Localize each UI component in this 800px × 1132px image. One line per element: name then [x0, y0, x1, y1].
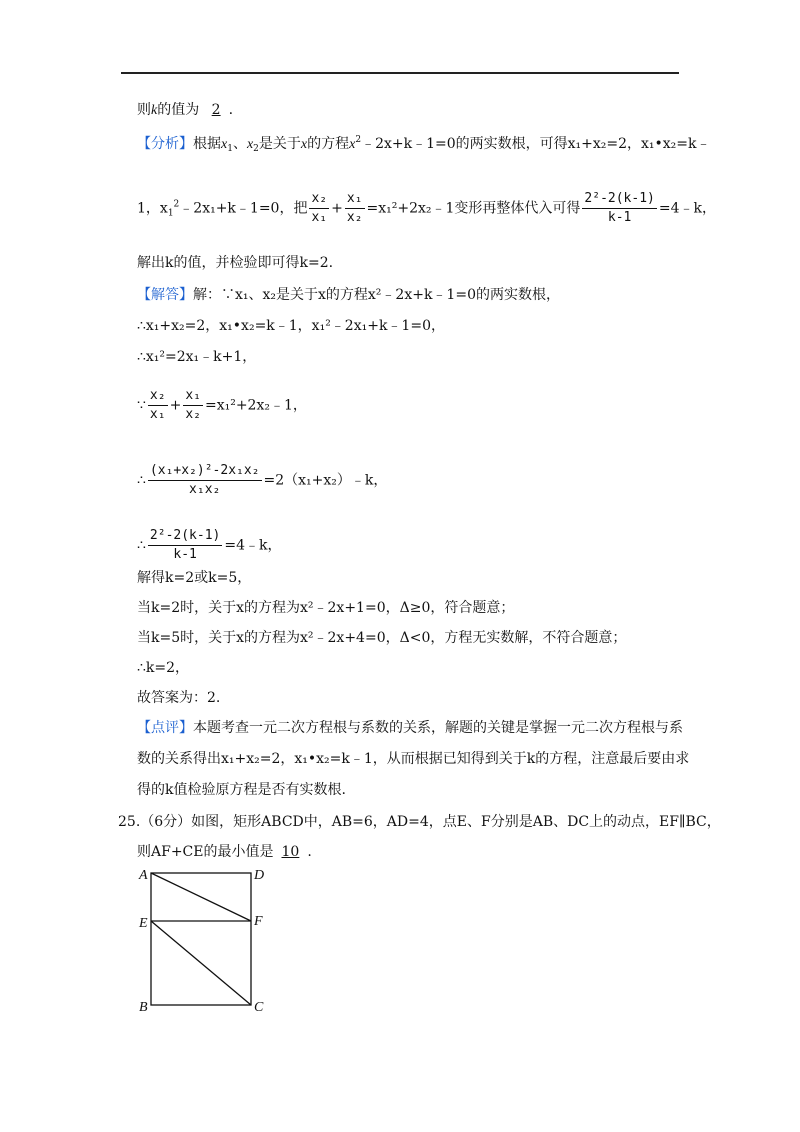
comment-line-2: 数的关系得出x₁+x₂=2，x₁•x₂=k﹣1，从而根据已知得到关于k的方程，注意最后要由求: [137, 751, 690, 767]
segment-ec: [151, 921, 251, 1005]
solution-line-8: 当k=2时，关于x的方程为x²﹣2x+1=0，Δ≥0，符合题意；: [137, 600, 515, 616]
fraction: $\frac{\text{2²-2(k-1)}}{k-1}$: [584, 191, 655, 225]
solution-line-5: ∴ $\frac{\text{(x₁+x₂)²-2x₁x₂}}{\text{x₁x₂}}$ =2（x₁+x₂）﹣k，: [137, 463, 388, 497]
solution-line-9: 当k=5时，关于x的方程为x²﹣2x+4=0，Δ<0，方程无实数解，不符合题意；: [137, 630, 627, 646]
analysis-line-1: 【分析】根据$x_1$、$x_2$是关于x的方程$x^2﹣2x+k﹣1=0$的两实数根，可得x₁+x₂=2，x₁•x₂=k﹣: [137, 135, 711, 154]
label-a: A: [139, 868, 148, 883]
fraction: $\frac{\text{x₁}}{\text{x₂}}$: [185, 388, 201, 422]
solution-line-3: ∴x₁²=2x₁﹣k+1，: [137, 349, 257, 365]
rectangle-figure: [135, 864, 275, 1014]
label-e: E: [139, 916, 148, 931]
label-c: C: [254, 1000, 264, 1014]
solution-line-11: 故答案为：2.: [137, 690, 221, 706]
analysis-line-2: 1，$x_1^2﹣2x_1+k﹣1=0$，把 $\frac{\text{x₂}}{\text{x₁}}$ + $\frac{\text{x₁}}{\text{x₂}}$ =x₁²+2x₂﹣1变形再整体代入可得 $\frac{\text{2²-2(k-1)}}{k-1}$ =4﹣k，: [137, 191, 716, 225]
solution-line-2: ∴x₁+x₂=2，x₁•x₂=k﹣1，x₁²﹣2x₁+k﹣1=0，: [137, 318, 445, 334]
answer-blank: 10: [281, 844, 300, 860]
segment-af: [151, 873, 251, 921]
question-25-line-2: 则AF+CE的最小值是 10 .: [137, 844, 312, 860]
solution-line-6: ∴ $\frac{\text{2²-2(k-1)}}{k-1}$ =4﹣k，: [137, 528, 282, 562]
solution-line-7: 解得k=2或k=5，: [137, 570, 252, 586]
rectangle-abcd: [151, 873, 251, 1005]
label-d: D: [254, 868, 265, 883]
comment-tag: 【点评】: [137, 720, 193, 736]
label-b: B: [139, 1000, 148, 1014]
fraction: $\frac{\text{2²-2(k-1)}}{k-1}$: [149, 528, 221, 562]
label-f: F: [254, 914, 263, 929]
analysis-tag: 【分析】: [137, 136, 193, 152]
answer-blank: 2: [211, 102, 221, 118]
solution-line-10: ∴k=2，: [137, 660, 190, 676]
comment-line-1: 【点评】本题考查一元二次方程根与系数的关系，解题的关键是掌握一元二次方程根与系: [137, 720, 683, 736]
comment-line-3: 得的k值检验原方程是否有实数根.: [137, 782, 346, 798]
solution-line-4: ∵ $\frac{\text{x₂}}{\text{x₁}}$ + $\frac{\text{x₁}}{\text{x₂}}$ =x₁²+2x₂﹣1，: [137, 388, 307, 422]
question-25: 25.（6分）如图，矩形ABCD中，AB=6，AD=4，点E、F分别是AB、DC上的动点，EF∥BC，: [118, 814, 721, 830]
solution-line-1: 【解答】解：∵x₁、x₂是关于x的方程x²﹣2x+k﹣1=0的两实数根，: [137, 287, 560, 303]
fraction: $\frac{\text{x₂}}{\text{x₁}}$: [311, 191, 328, 225]
fraction: $\frac{\text{x₁}}{\text{x₂}}$: [346, 191, 363, 225]
answer-line: 则k的值为 2 .: [137, 102, 234, 118]
fraction: $\frac{\text{x₂}}{\text{x₁}}$: [149, 388, 166, 422]
header-rule: [121, 72, 679, 74]
analysis-line-3: 解出k的值，并检验即可得k=2.: [137, 255, 334, 271]
fraction: $\frac{\text{(x₁+x₂)²-2x₁x₂}}{\text{x₁x₂}}$: [149, 463, 260, 497]
solution-tag: 【解答】: [137, 287, 193, 303]
